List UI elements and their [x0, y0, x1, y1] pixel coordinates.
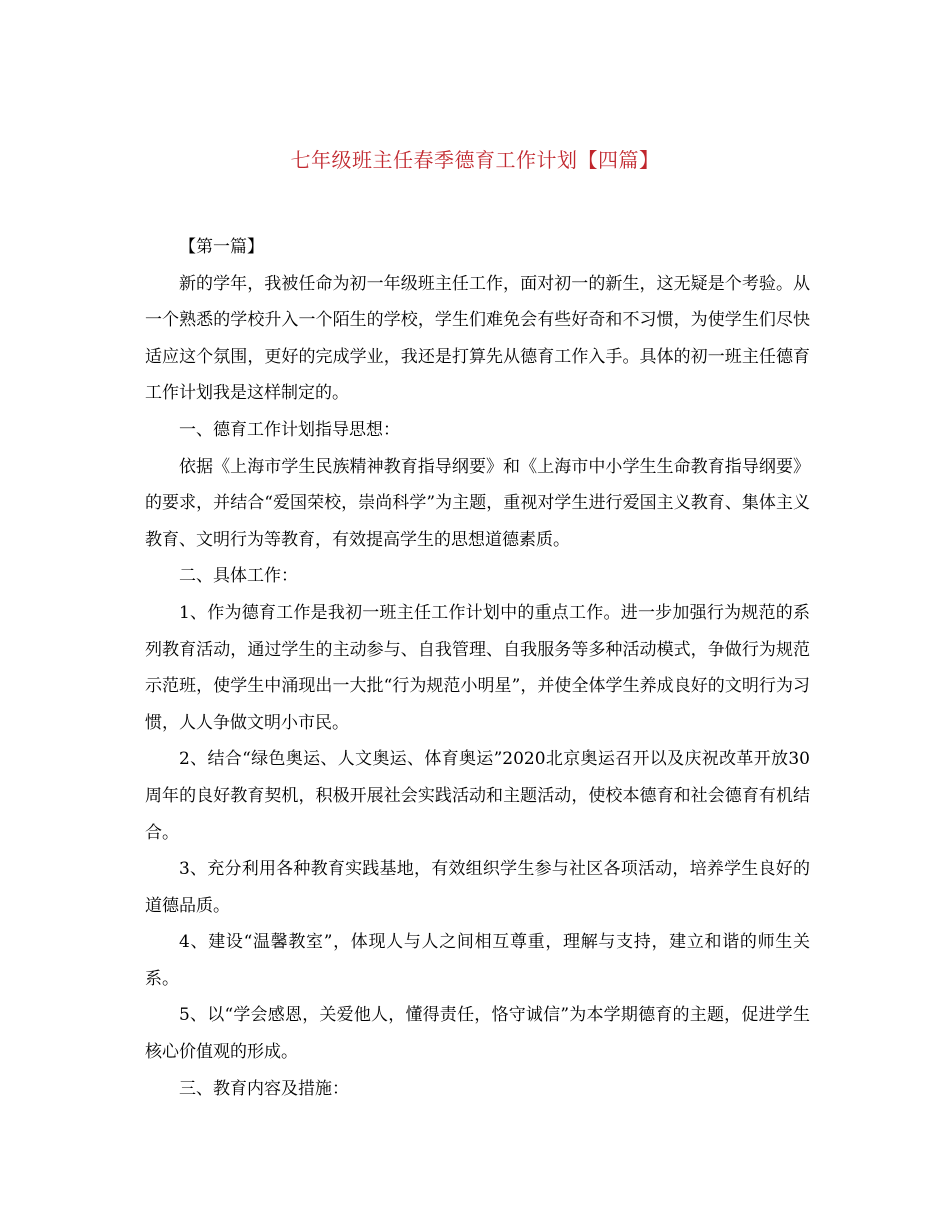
paragraph-work-item-1: 1、作为德育工作是我初一班主任工作计划中的重点工作。进一步加强行为规范的系列教育活动，通过学生的主动参与、自我管理、自我服务等多种活动模式，争做行为规范示范班，使学生中涌现出一大批“行为规范小明星”，并使全体学生养成良好的文明行为习惯，人人争做文明小市民。: [145, 602, 810, 733]
paragraph-work-item-3: 3、充分利用各种教育实践基地，有效组织学生参与社区各项活动，培养学生良好的道德品质。: [145, 859, 810, 916]
section-heading-part-one: 【第一篇】: [179, 237, 264, 257]
document-body: [145, 229, 810, 1107]
paragraph-intro: 新的学年，我被任命为初一年级班主任工作，面对初一的新生，这无疑是个考验。从一个熟悉的学校升入一个陌生的学校，学生们难免会有些好奇和不习惯，为使学生们尽快适应这个氛围，更好的完成学业，我还是打算先从德育工作入手。具体的初一班主任德育工作计划我是这样制定的。: [145, 273, 810, 404]
section-heading-content-measures: 三、教育内容及措施：: [179, 1078, 349, 1099]
paragraph-work-item-4: 4、建设“温馨教室”，体现人与人之间相互尊重，理解与支持，建立和谐的师生关系。: [145, 932, 810, 989]
paragraph-guiding-thought: 依据《上海市学生民族精神教育指导纲要》和《上海市中小学生生命教育指导纲要》的要求，并结合“爱国荣校，崇尚科学”为主题，重视对学生进行爱国主义教育、集体主义教育、文明行为等教育，有效提高学生的思想道德素质。: [145, 456, 810, 550]
section-heading-guiding-thought: 一、德育工作计划指导思想：: [179, 419, 400, 440]
document-title: 七年级班主任春季德育工作计划【四篇】: [290, 148, 660, 172]
paragraph-work-item-2: 2、结合“绿色奥运、人文奥运、体育奥运”2020北京奥运召开以及庆祝改革开放30周年的良好教育契机，积极开展社会实践活动和主题活动，使校本德育和社会德育有机结合。: [145, 749, 810, 843]
section-heading-specific-work: 二、具体工作：: [179, 566, 298, 587]
paragraph-work-item-5: 5、以“学会感恩，关爱他人，懂得责任，恪守诚信”为本学期德育的主题，促进学生核心价值观的形成。: [145, 1005, 810, 1063]
